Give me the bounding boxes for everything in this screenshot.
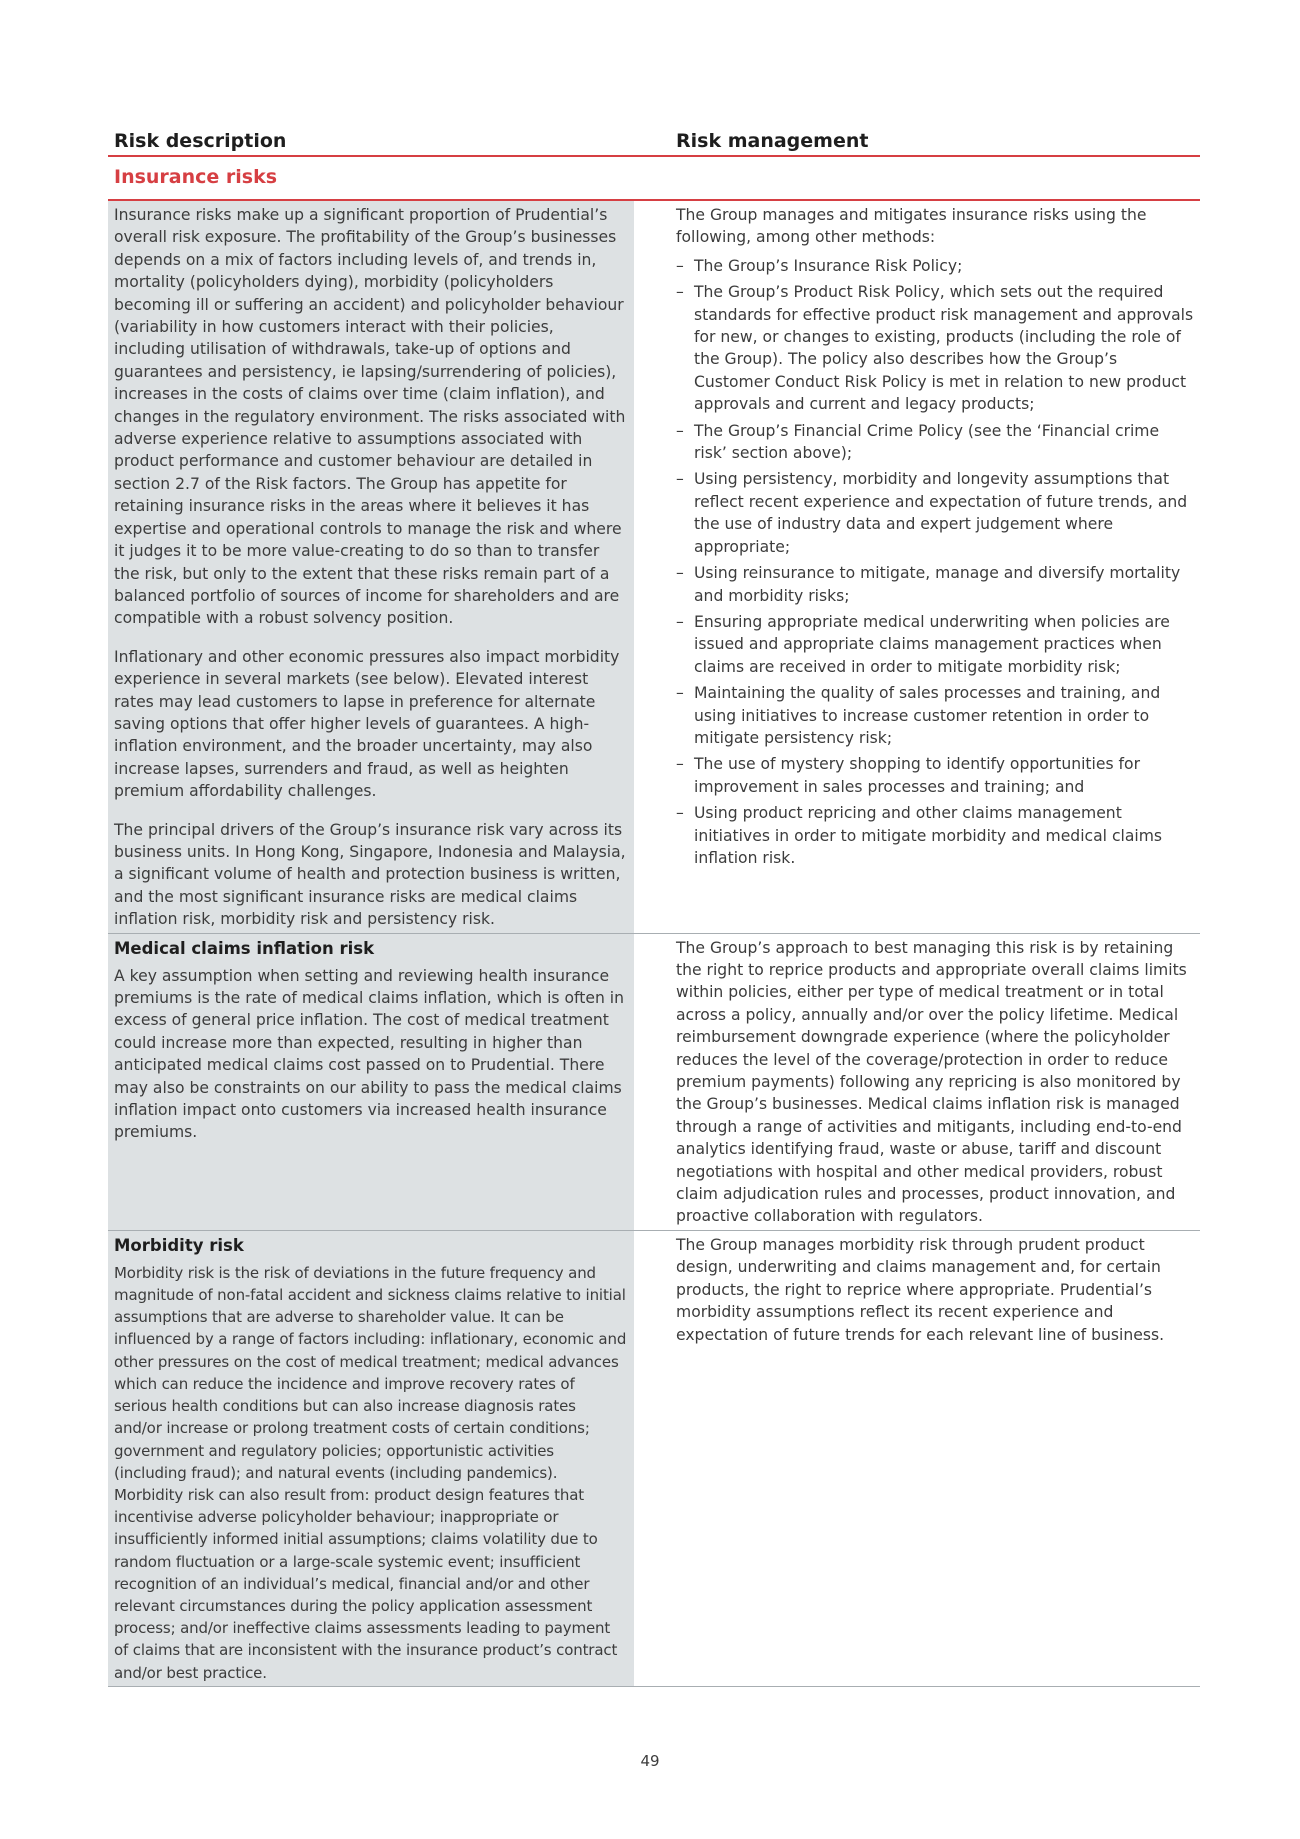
subsection-title: Medical claims inflation risk — [114, 938, 375, 958]
list-item: – Maintaining the quality of sales processes and training, and using initiatives to increase customer retention in order to mitigate persistency risk; — [676, 682, 1194, 749]
risk-management-cell — [670, 934, 1200, 1230]
description-paragraph: Inflationary and other economic pressures also impact morbidity experience in several markets (see below). Elevated interest rates may lead customers to lapse in preference for alternate saving options that offer higher levels of guarantees. A high-inflation environment, and the broader uncertainty, may also increase lapses, surrenders and fraud, as well as heighten premium affordability challenges. — [114, 647, 620, 801]
description-paragraph: Insurance risks make up a significant proportion of Prudential’s overall risk exposure. The profitability of the Group’s businesses depends on a mix of factors including levels of, and trends in, mortality (policyholders dying), morbidity (policyholders becoming ill or suffering an accident) and policyholder behaviour (variability in how customers interact with their policies, including utilisation of withdrawals, take-up of options and guarantees and persistency, ie lapsing/surrendering of policies), increases in the costs of claims over time (claim inflation), and changes in the regulatory environment. The risks associated with adverse experience relative to assumptions associated with product performance and customer behaviour are detailed in section 2.7 of the Risk factors. The Group has appetite for retaining insurance risks in the areas where it believes it has expertise and operational controls to manage the risk and where it judges it to be more value-creating to do so than to transfer the risk, but only to the extent that these risks remain part of a balanced portfolio of sources of income for shareholders and are compatible with a robust solvency position. — [114, 206, 626, 628]
list-item: – Using persistency, morbidity and longevity assumptions that reflect recent experience and expectation of future trends, and the use of industry data and expert judgement where appropriate; — [676, 468, 1194, 558]
subsection-title: Morbidity risk — [114, 1235, 244, 1255]
header-risk-management: Risk management — [676, 130, 869, 152]
list-item: – The Group’s Financial Crime Policy (see the ‘Financial crime risk’ section above); — [676, 420, 1194, 465]
section-title-insurance-risks: Insurance risks — [108, 157, 1200, 201]
list-item: – Using product repricing and other claims management initiatives in order to mitigate morbidity and medical claims inflation risk. — [676, 802, 1194, 869]
list-item: – The use of mystery shopping to identify opportunities for improvement in sales processes and training; and — [676, 753, 1194, 798]
table-header — [108, 125, 1200, 157]
management-paragraph: The Group manages morbidity risk through prudent product design, underwriting and claims management and, for certain products, the right to reprice where appropriate. Prudential’s morbidity assumptions reflect its recent experience and expectation of future trends for each relevant line of business. — [676, 1235, 1165, 1344]
description-paragraph: The principal drivers of the Group’s insurance risk vary across its business units. In Hong Kong, Singapore, Indonesia and Malaysia, a significant volume of health and protection business is written, and the most significant insurance risks are medical claims inflation risk, morbidity risk and persistency risk. — [114, 820, 626, 929]
risk-description-cell — [108, 1231, 634, 1686]
risk-table — [108, 125, 1200, 1687]
risk-description-cell — [108, 934, 634, 1230]
list-item: – The Group’s Insurance Risk Policy; — [676, 255, 1194, 277]
risk-description-cell — [108, 201, 634, 933]
description-paragraph: A key assumption when setting and reviewing health insurance premiums is the rate of medical claims inflation, which is often in excess of general price inflation. The cost of medical treatment could increase more than expected, resulting in higher than anticipated medical claims cost passed on to Prudential. There may also be constraints on our ability to pass the medical claims inflation impact onto customers via increased health insurance premiums. — [114, 966, 625, 1142]
management-paragraph: The Group’s approach to best managing this risk is by retaining the right to reprice products and appropriate overall claims limits within policies, either per type of medical treatment or in total across a policy, annually and/or over the policy lifetime. Medical reimbursement downgrade experience (where the policyholder reduces the level of the coverage/protection in order to reduce premium payments) following any repricing is also monitored by the Group’s businesses. Medical claims inflation risk is managed through a range of activities and mitigants, including end-to-end analytics identifying fraud, waste or abuse, tariff and discount negotiations with hospital and other medical providers, robust claim adjudication rules and processes, product innovation, and proactive collaboration with regulators. — [676, 938, 1187, 1226]
description-paragraph: Morbidity risk is the risk of deviations in the future frequency and magnitude of non-fatal accident and sickness claims relative to initial assumptions that are adverse to shareholder value. It can be influenced by a range of factors including: inflationary, economic and other pressures on the cost of medical treatment; medical advances which can reduce the incidence and improve recovery rates of serious health conditions but can also increase diagnosis rates and/or increase or prolong treatment costs of certain conditions; government and regulatory policies; opportunistic activities (including fraud); and natural events (including pandemics). Morbidity risk can also result from: product design features that incentivise adverse policyholder behaviour; inappropriate or insufficiently informed initial assumptions; claims volatility due to random fluctuation or a large-scale systemic event; insufficient recognition of an individual’s medical, financial and/or and other relevant circumstances during the policy application assessment process; and/or ineffective claims assessments leading to payment of claims that are inconsistent with the insurance product’s contract and/or best practice. — [114, 1263, 627, 1682]
management-intro: The Group manages and mitigates insurance risks using the following, among other methods: — [676, 206, 1147, 247]
risk-management-cell — [670, 201, 1200, 933]
page-number: 49 — [640, 1752, 660, 1770]
list-item: – Using reinsurance to mitigate, manage and diversify mortality and morbidity risks; — [676, 562, 1194, 607]
row-insurance-risks — [108, 201, 1200, 934]
row-medical-claims-inflation-risk — [108, 934, 1200, 1231]
management-methods-list — [676, 255, 1194, 870]
header-risk-description: Risk description — [114, 130, 287, 152]
row-morbidity-risk — [108, 1231, 1200, 1687]
list-item: – The Group’s Product Risk Policy, which sets out the required standards for effective product risk management and approvals for new, or changes to existing, products (including the role of the Group). The policy also describes how the Group’s Customer Conduct Risk Policy is met in relation to new product approvals and current and legacy products; — [676, 281, 1194, 415]
risk-management-cell — [670, 1231, 1200, 1686]
list-item: – Ensuring appropriate medical underwriting when policies are issued and appropriate claims management practices when claims are received in order to mitigate morbidity risk; — [676, 611, 1194, 678]
